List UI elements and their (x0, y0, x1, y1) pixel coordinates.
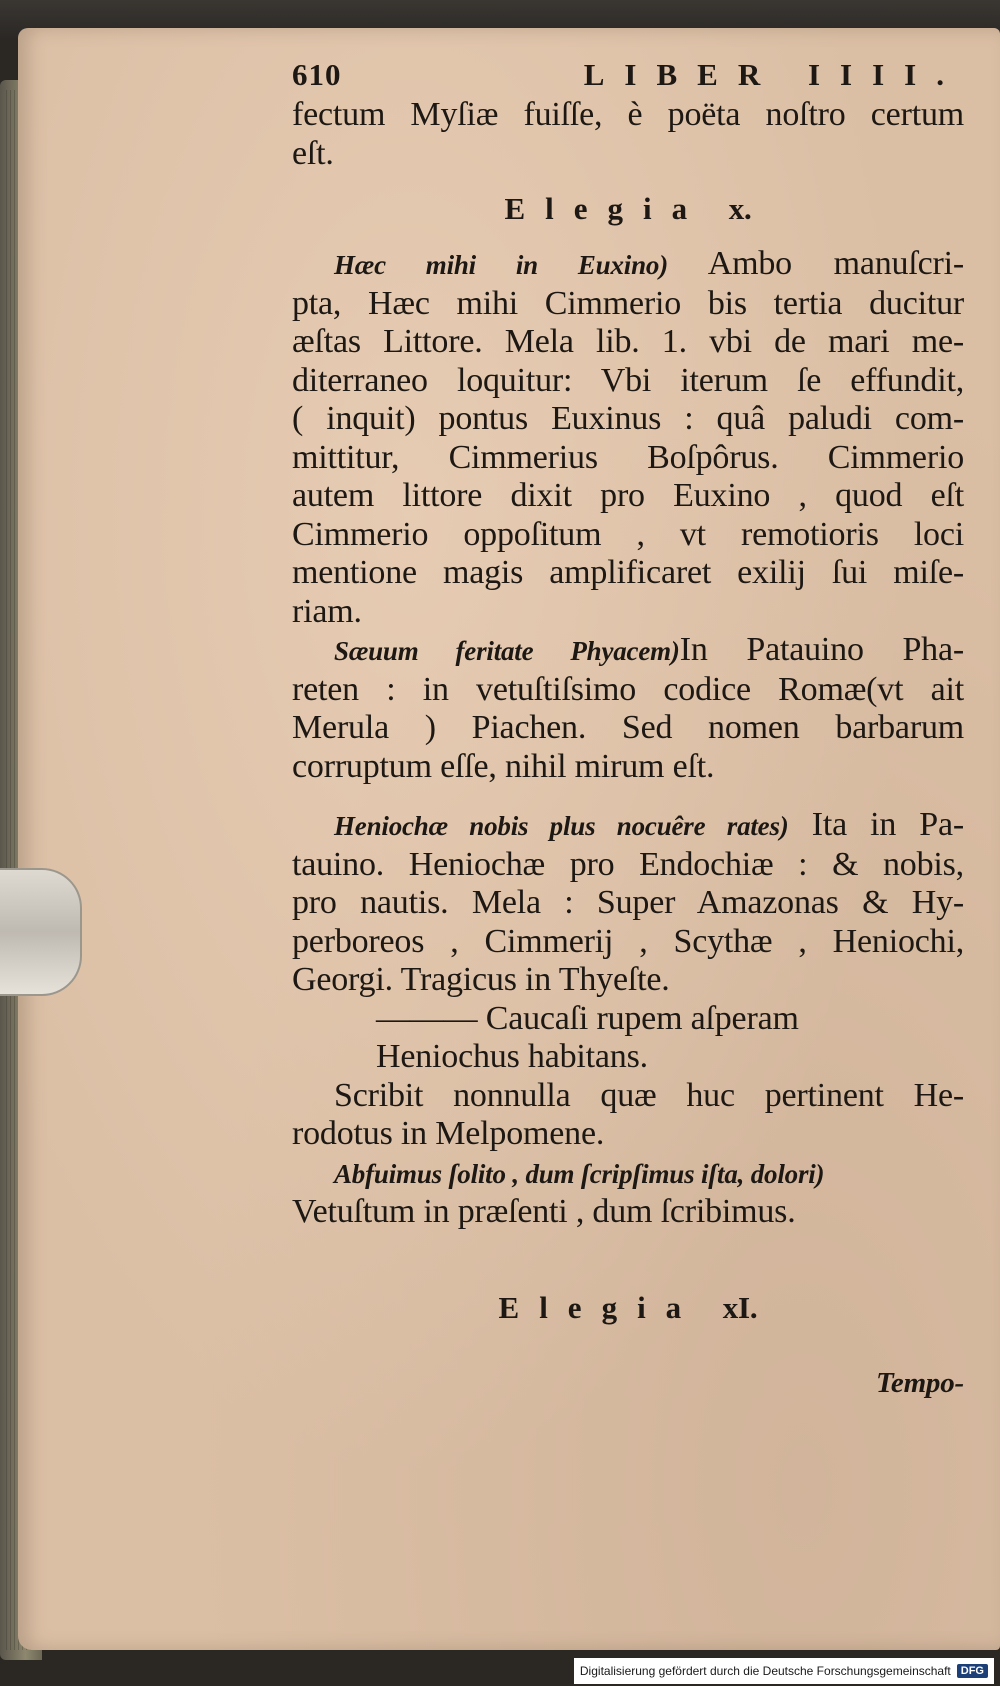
lemma: Abfuimus ſolito , dum ſcripſimus iſta, dolori) (334, 1158, 825, 1189)
lemma: Hæc mihi in Euxino) (334, 250, 669, 280)
verse-line: ——— Caucaſi rupem aſperam (376, 999, 799, 1037)
dfg-logo-icon: DFG (957, 1664, 988, 1678)
text-line: tauino. Heniochæ pro Endochiæ : & nobis, (292, 845, 964, 883)
lemma: Heniochæ nobis plus nocuêre rates) (334, 811, 789, 841)
text-line: Georgi. Tragicus in Thyeſte. (292, 961, 670, 998)
text-line: diterraneo loquitur: Vbi iterum ſe effundit, (292, 361, 964, 399)
running-header (292, 56, 964, 96)
text-line (292, 1154, 964, 1194)
text-line: pro nautis. Mela : Super Amazonas & Hy- (292, 884, 964, 921)
catchword: Tempo- (876, 1366, 964, 1399)
text-line: autem littore dixit pro Euxino , quod eſt (292, 477, 964, 514)
text-line: pta, Hæc mihi Cimmerio bis tertia ducitur (292, 284, 964, 322)
text-line: Scribit nonnulla quæ huc pertinent He- (334, 1076, 964, 1114)
text-line: Merula ) Piachen. Sed nomen barbarum (292, 709, 964, 746)
text-line: Cimmerio oppoſitum , vt remotioris loci (292, 515, 964, 553)
page-text (292, 56, 964, 1402)
text-line: mentione magis amplificaret exilij ſui miſe- (292, 554, 964, 591)
text-line: perboreos , Cimmerij , Scythæ , Heniochi, (292, 922, 964, 960)
text-line: Sæuum feritate Phyacem)In Patauino Pha- (334, 631, 964, 668)
text-line: Heniochæ nobis plus nocuêre rates) Ita in Pa- (334, 806, 964, 843)
text-line: fectum Myſiæ fuiſſe, è poëta noſtro certum (292, 96, 964, 133)
credit-text: Digitalisierung gefördert durch die Deutsche Forschungsgemeinschaft (579, 1664, 951, 1678)
page-clip (0, 868, 82, 996)
text-line: reten : in vetuſtiſsimo codice Romæ(vt ait (292, 670, 964, 708)
text-line: æſtas Littore. Mela lib. 1. vbi de mari me- (292, 323, 964, 360)
text-line: rodotus in Melpomene. (292, 1115, 605, 1152)
text-line: eſt. (292, 134, 334, 172)
text-line: corruptum eſſe, nihil mirum eſt. (292, 747, 715, 785)
section-heading-elegia-x: Elegia x. (504, 191, 752, 226)
running-head-title: LIBER IIII. (583, 57, 964, 92)
verse-line: Heniochus habitans. (376, 1038, 648, 1075)
text-line: riam. (292, 592, 362, 630)
lemma: Sæuum feritate Phyacem) (334, 636, 680, 666)
text-line: ( inquit) pontus Euxinus : quâ paludi com- (292, 400, 964, 437)
text-line: mittitur, Cimmerius Boſpôrus. Cimmerio (292, 438, 964, 476)
page-number: 610 (292, 57, 342, 92)
section-heading-elegia-xi: Elegia xI. (498, 1289, 758, 1325)
text-line: Vetuſtum in præſenti , dum ſcribimus. (292, 1193, 796, 1230)
digitization-credit (574, 1658, 994, 1684)
text-line: Hæc mihi in Euxino) Ambo manuſcri- (334, 245, 964, 282)
